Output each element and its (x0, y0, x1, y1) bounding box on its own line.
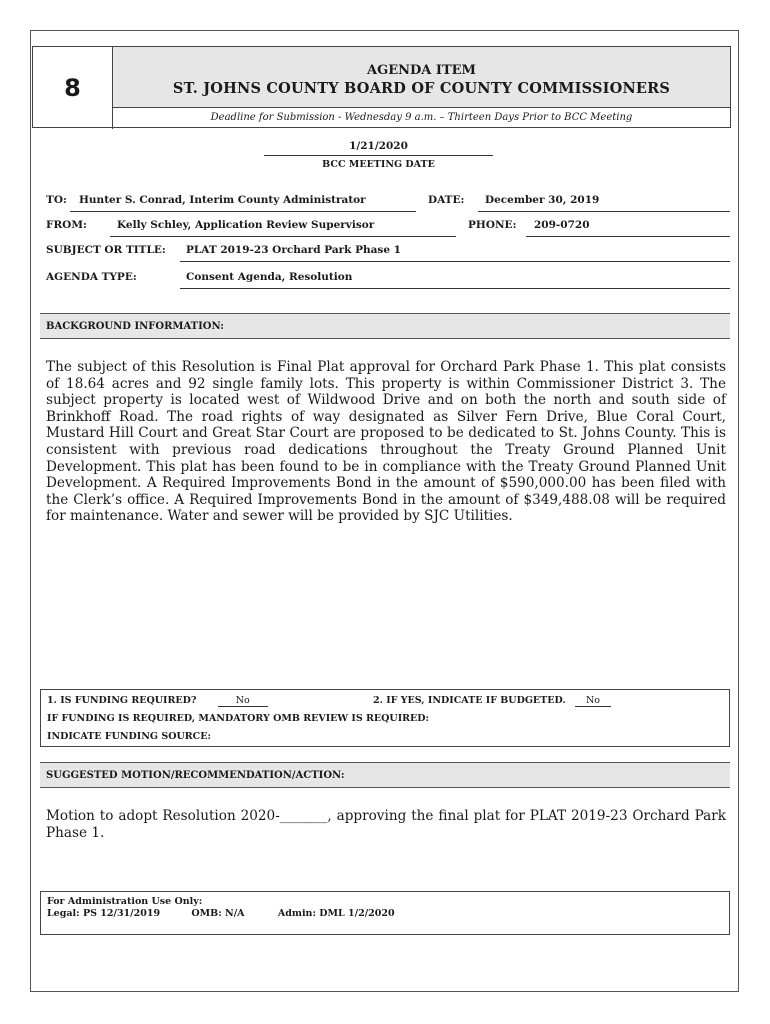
agenda-type-value: Consent Agenda, Resolution (186, 271, 353, 283)
from-underline (110, 236, 456, 237)
legal-signoff: Legal: PS 12/31/2019 (47, 908, 161, 919)
admin-title: For Administration Use Only: (47, 896, 203, 907)
subject-value: PLAT 2019-23 Orchard Park Phase 1 (186, 244, 401, 256)
omb-label: IF FUNDING IS REQUIRED, MANDATORY OMB REVIEW IS REQUIRED: (47, 713, 430, 724)
phone-value: 209-0720 (534, 219, 590, 231)
to-underline (70, 211, 416, 212)
to-label: TO: (46, 194, 67, 206)
to-value: Hunter S. Conrad, Interim County Administrator (79, 194, 366, 206)
header-subtitle: ST. JOHNS COUNTY BOARD OF COUNTY COMMISSIONERS (172, 80, 671, 97)
date-value: December 30, 2019 (485, 194, 600, 206)
budgeted-label: 2. IF YES, INDICATE IF BUDGETED. (373, 695, 566, 706)
phone-underline (526, 236, 730, 237)
from-value: Kelly Schley, Application Review Supervisor (117, 219, 375, 231)
phone-label: PHONE: (468, 219, 517, 231)
admin-box (40, 891, 730, 935)
meeting-date-label: BCC MEETING DATE (322, 159, 435, 170)
agenda-item-number: 8 (33, 47, 113, 129)
agenda-type-label: AGENDA TYPE: (46, 271, 137, 283)
from-label: FROM: (46, 219, 87, 231)
subject-underline (180, 261, 730, 262)
funding-required-label: 1. IS FUNDING REQUIRED? (47, 695, 197, 706)
funding-box (40, 689, 730, 747)
agenda-header (32, 46, 731, 128)
deadline-note: Deadline for Submission - Wednesday 9 a.m. – Thirteen Days Prior to BCC Meeting (210, 112, 633, 123)
background-heading: BACKGROUND INFORMATION: (40, 313, 730, 339)
header-title: AGENDA ITEM (367, 63, 476, 78)
funding-required-value: No (218, 695, 268, 707)
budgeted-value: No (575, 695, 611, 707)
subject-label: SUBJECT OR TITLE: (46, 244, 166, 256)
funding-row-1 (47, 695, 611, 707)
header-title-box (113, 47, 730, 108)
omb-signoff: OMB: N/A (191, 908, 245, 919)
motion-text: Motion to adopt Resolution 2020-_______, approving the final plat for PLAT 2019-23 Orchard Park Phase 1. (46, 808, 726, 841)
admin-signoffs (47, 908, 395, 919)
background-text: The subject of this Resolution is Final Plat approval for Orchard Park Phase 1. This plat consists of 18.64 acres and 92 single family lots. This property is within Commissioner District 3. The subject property is located west of Wildwood Drive and on both the north and south side of Brinkhoff Road. The road rights of way designated as Silver Fern Drive, Blue Coral Court, Mustard Hill Court and Great Star Court are proposed to be dedicated to St. Johns County. This is consistent with previous road dedications throughout the Treaty Ground Planned Unit Development. This plat has been found to be in compliance with the Treaty Ground Planned Unit Development. A Required Improvements Bond in the amount of $590,000.00 has been filed with the Clerk’s office. A Required Improvements Bond in the amount of $349,488.08 will be required for maintenance. Water and sewer will be provided by SJC Utilities. (46, 359, 726, 525)
meeting-date-block (264, 138, 493, 170)
date-underline (478, 211, 730, 212)
motion-heading: SUGGESTED MOTION/RECOMMENDATION/ACTION: (40, 762, 730, 788)
admin-signoff: Admin: DML 1/2/2020 (277, 908, 395, 919)
funding-source-label: INDICATE FUNDING SOURCE: (47, 731, 211, 742)
agenda-type-underline (180, 288, 730, 289)
date-label: DATE: (428, 194, 465, 206)
meeting-date: 1/21/2020 (264, 138, 493, 156)
